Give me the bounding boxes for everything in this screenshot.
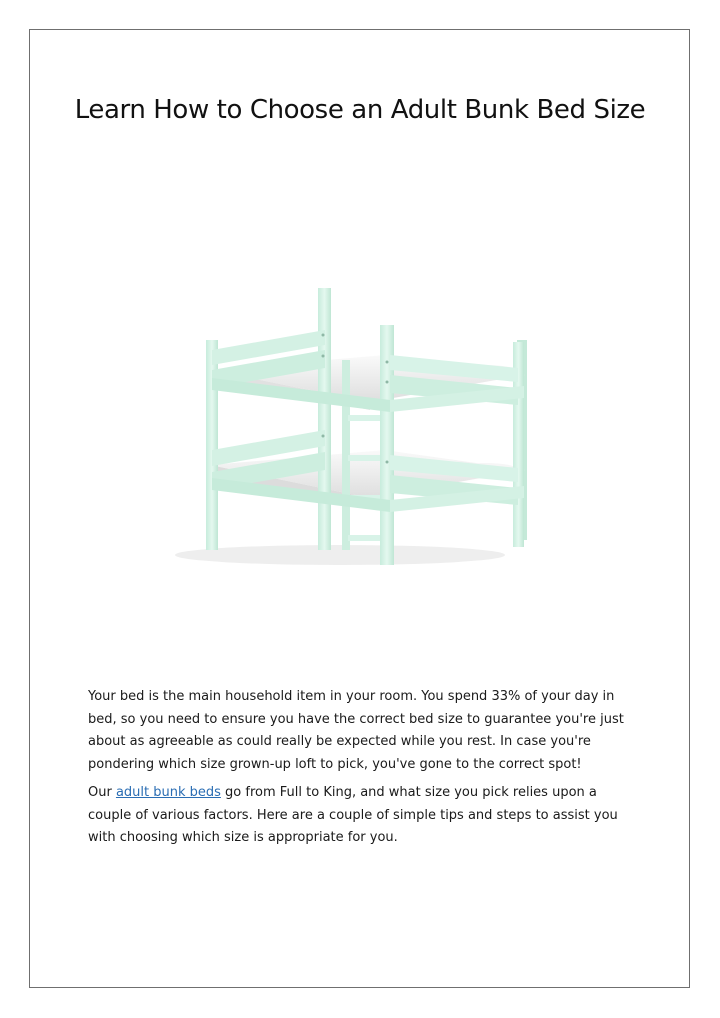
page-title: Learn How to Choose an Adult Bunk Bed Size [74, 95, 646, 125]
document-page [29, 29, 690, 988]
paragraph-sizes [88, 782, 636, 850]
paragraph-sizes-suffix: go from Full to King, and what size you pick relies upon a couple of various factors. Here are a couple of simple tips and steps to assist you with choosing which size is appropriate for you. [88, 785, 618, 845]
paragraph-intro: Your bed is the main household item in your room. You spend 33% of your day in bed, so you need to ensure you have the correct bed size to guarantee you're just about as agreeable as could really be expected while you rest. In case you're pondering which size grown-up loft to pick, you've gone to the correct spot! [88, 689, 624, 772]
bunk-bed-illustration [140, 250, 540, 580]
paragraph-sizes-prefix: Our [88, 785, 116, 800]
bunk-bed-image [140, 250, 540, 580]
adult-bunk-beds-link[interactable]: adult bunk beds [115, 785, 221, 800]
article-body [88, 686, 636, 856]
